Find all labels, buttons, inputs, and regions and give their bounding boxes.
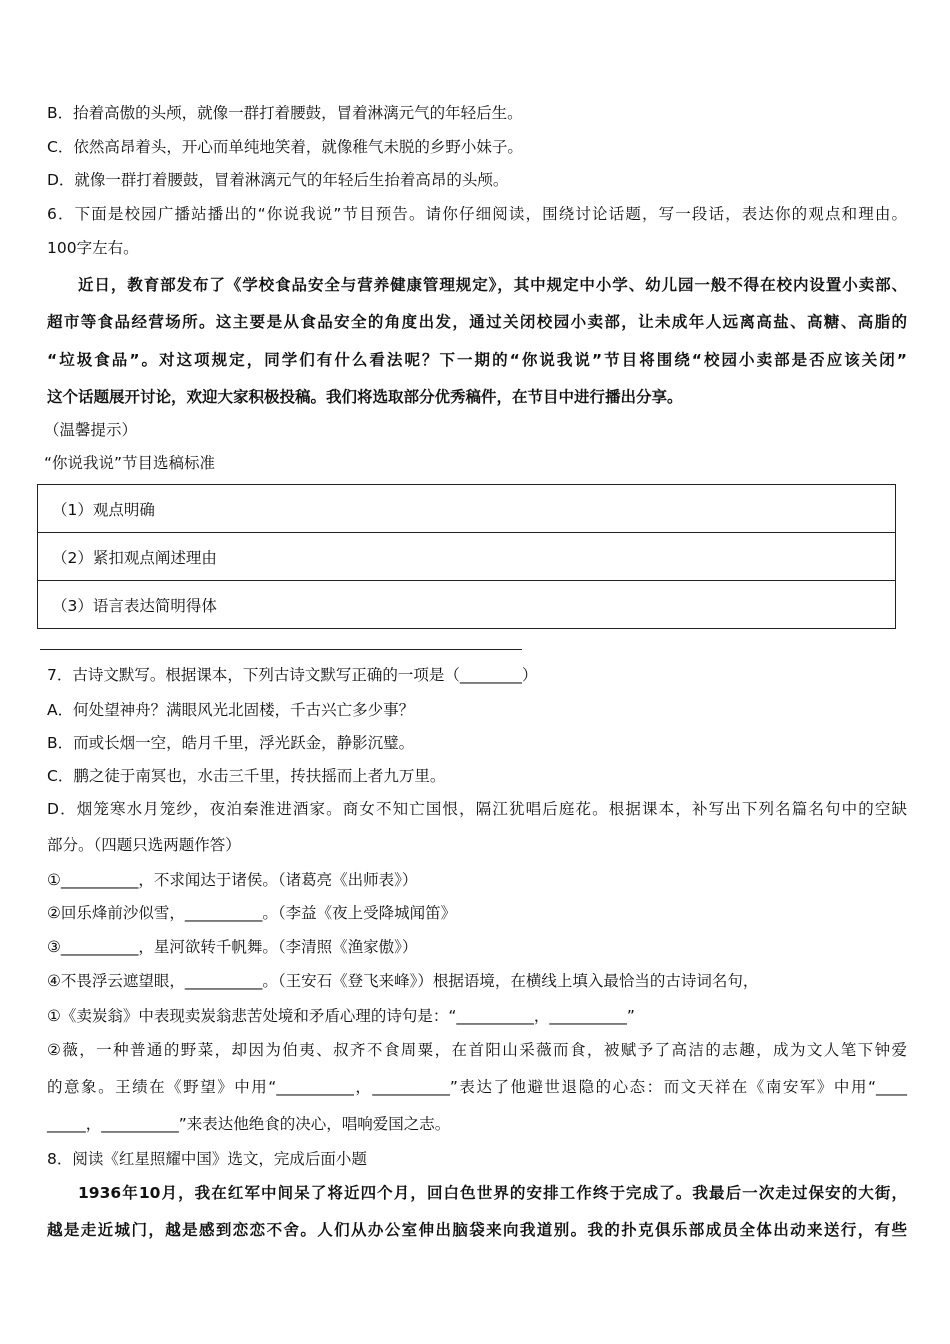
fill-item: ③__________，星河欲转千帆舞。（李清照《渔家傲》） xyxy=(47,938,418,956)
fill-item: ①__________，不求闻达于诸侯。（诸葛亮《出师表》） xyxy=(47,871,418,889)
q6-passage-line: “垃圾食品”。对这项规定，同学们有什么看法呢？下一期的“你说我说”节目将围绕“校园小卖部是否应该关闭” xyxy=(47,351,907,369)
fill-item: ①《卖炭翁》中表现卖炭翁悲苦处境和矛盾心理的诗句是：“__________，__________” xyxy=(47,1007,635,1025)
fill-item: ④不畏浮云遮望眼，__________。（王安石《登飞来峰》）根据语境，在横线上填入最恰当的古诗词名句， xyxy=(47,972,759,990)
q8-passage-line: 1936年10月，我在红军中间呆了将近四个月，回白色世界的安排工作终于完成了。我最后一次走过保安的大街， xyxy=(78,1184,907,1202)
q6-prompt: 6．下面是校园广播站播出的“你说我说”节目预告。请你仔细阅读，围绕讨论话题，写一段话，表达你的观点和理由。 xyxy=(47,205,907,223)
option-c: C．依然高昂着头，开心而单纯地笑着，就像稚气未脱的乡野小妹子。 xyxy=(47,138,523,156)
q6-passage-line: 这个话题展开讨论，欢迎大家积极投稿。我们将选取部分优秀稿件，在节目中进行播出分享。 xyxy=(47,388,683,406)
table-cell: （3）语言表达简明得体 xyxy=(38,581,896,629)
table-row xyxy=(38,581,896,629)
table-cell: （1）观点明确 xyxy=(38,485,896,533)
q6-passage-line: 超市等食品经营场所。这主要是从食品安全的角度出发，通过关闭校园小卖部，让未成年人远离高盐、高糖、高脂的 xyxy=(47,313,907,331)
option-b: B．抬着高傲的头颅，就像一群打着腰鼓，冒着淋漓元气的年轻后生。 xyxy=(47,104,523,122)
fill-item: ②薇，一种普通的野菜，却因为伯夷、叔齐不食周粟，在首阳山采薇而食，被赋予了高洁的志趣，成为文人笔下钟爱 xyxy=(47,1041,907,1059)
q7-option-d: D．烟笼寒水月笼纱，夜泊秦淮进酒家。商女不知亡国恨，隔江犹唱后庭花。根据课本，补写出下列名篇名句中的空缺 xyxy=(47,800,907,818)
tip-label: （温馨提示） xyxy=(44,421,138,439)
q8-passage-line: 越是走近城门，越是感到恋恋不舍。人们从办公室伸出脑袋来向我道别。我的扑克俱乐部成员全体出动来送行，有些 xyxy=(47,1221,907,1239)
q6-passage-line: 近日，教育部发布了《学校食品安全与营养健康管理规定》，其中规定中小学、幼儿园一般不得在校内设置小卖部、 xyxy=(78,276,907,294)
q7-option-b: B．而或长烟一空，皓月千里，浮光跃金，静影沉璧。 xyxy=(47,734,415,752)
q7-option-a: A．何处望神舟？满眼风光北固楼，千古兴亡多少事？ xyxy=(47,701,415,719)
q7-prompt: 7．古诗文默写。根据课本，下列古诗文默写正确的一项是（________） xyxy=(47,666,538,684)
fill-item: 的意象。王绩在《野望》中用“__________，__________”表达了他避世退隐的心态：而文天祥在《南安军》中用“____ xyxy=(47,1078,907,1096)
fill-item: _____，__________”来表达他绝食的决心，唱响爱国之志。 xyxy=(47,1115,451,1133)
table-cell: （2）紧扣观点阐述理由 xyxy=(38,533,896,581)
q7-cont: 部分。（四题只选两题作答） xyxy=(47,836,241,854)
q8-prompt: 8．阅读《红星照耀中国》选文，完成后面小题 xyxy=(47,1150,367,1168)
q6-prompt-cont: 100字左右。 xyxy=(47,239,139,257)
table-row xyxy=(38,485,896,533)
fill-item: ②回乐烽前沙似雪，__________。（李益《夜上受降城闻笛》 xyxy=(47,904,457,922)
answer-line xyxy=(40,649,522,650)
table-row xyxy=(38,533,896,581)
q7-option-c: C．鹏之徒于南冥也，水击三千里，抟扶摇而上者九万里。 xyxy=(47,767,446,785)
criteria-table xyxy=(37,484,896,629)
option-d: D．就像一群打着腰鼓，冒着淋漓元气的年轻后生抬着高昂的头颅。 xyxy=(47,171,509,189)
criteria-title: “你说我说”节目选稿标准 xyxy=(44,454,216,472)
